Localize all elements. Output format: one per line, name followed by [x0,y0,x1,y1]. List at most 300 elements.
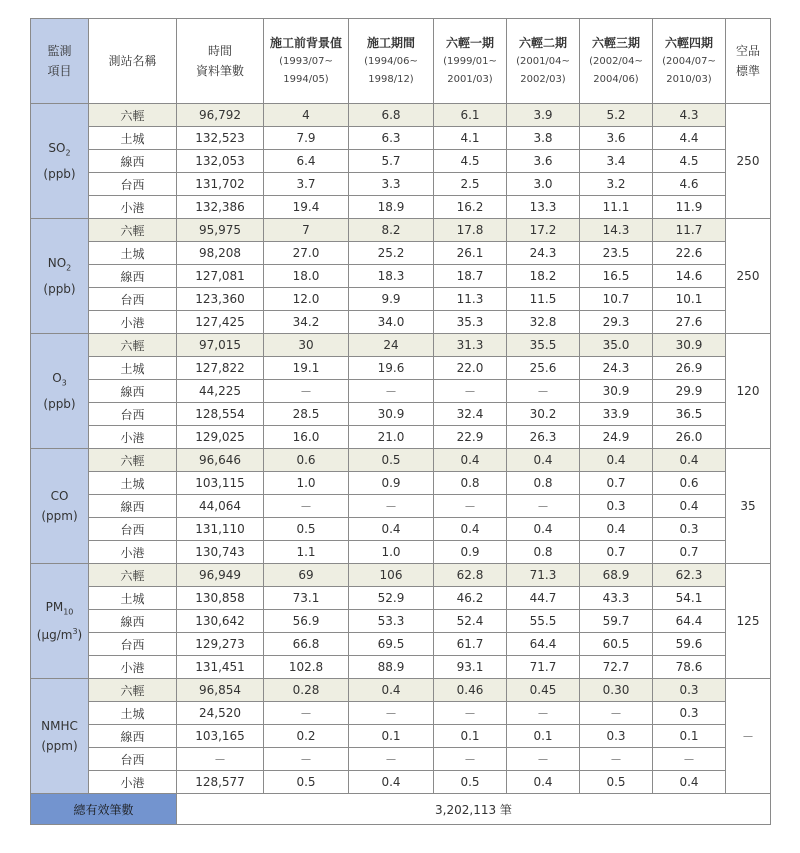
value-cell: 22.6 [653,242,726,265]
value-cell: 35.5 [507,334,580,357]
value-cell: 3.6 [507,150,580,173]
table-row [31,495,771,518]
value-cell: 34.0 [349,311,434,334]
value-cell: 54.1 [653,587,726,610]
standard-cell: 125 [726,564,771,679]
value-cell: 59.7 [580,610,653,633]
value-cell: 8.2 [349,219,434,242]
station-cell: 土城 [89,357,177,380]
value-cell: 78.6 [653,656,726,679]
item-unit [31,279,88,299]
value-cell: 29.9 [653,380,726,403]
records-cell: 123,360 [177,288,264,311]
item-unit [31,164,88,184]
period-range: (1993/07~ 1994/05) [279,56,333,85]
item-name-sub: 2 [65,148,71,158]
period-label: 六輕一期 [445,36,494,50]
value-cell: － [653,748,726,771]
value-cell: 35.3 [434,311,507,334]
value-cell: 62.3 [653,564,726,587]
value-cell: 0.5 [580,771,653,794]
value-cell: 5.7 [349,150,434,173]
value-cell: － [507,380,580,403]
records-cell: 96,854 [177,679,264,702]
value-cell: 18.7 [434,265,507,288]
value-cell: 0.3 [653,518,726,541]
value-cell: － [434,495,507,518]
table-row [31,104,771,127]
item-cell [31,564,89,679]
value-cell: 3.0 [507,173,580,196]
station-cell: 六輕 [89,219,177,242]
value-cell: 3.9 [507,104,580,127]
value-cell: 28.5 [264,403,349,426]
item-name-sub: 3 [61,378,67,388]
value-cell: 4.5 [653,150,726,173]
table-row [31,150,771,173]
value-cell: 0.3 [653,702,726,725]
value-cell: 4.6 [653,173,726,196]
item-unit-sup: 3 [72,627,78,637]
value-cell: 23.5 [580,242,653,265]
value-cell: 19.6 [349,357,434,380]
item-name [31,486,88,506]
table-row [31,173,771,196]
value-cell: 71.7 [507,656,580,679]
value-cell: 24.3 [580,357,653,380]
records-cell: 127,081 [177,265,264,288]
station-cell: 線西 [89,380,177,403]
value-cell: 0.4 [507,518,580,541]
period-range: (2002/04~ 2004/06) [589,56,643,85]
value-cell: 3.8 [507,127,580,150]
records-cell: 130,642 [177,610,264,633]
value-cell: － [264,380,349,403]
station-cell: 小港 [89,426,177,449]
value-cell: 0.45 [507,679,580,702]
value-cell: － [264,495,349,518]
value-cell: 24 [349,334,434,357]
value-cell: 21.0 [349,426,434,449]
item-name-main: CO [50,489,69,503]
value-cell: 0.4 [580,518,653,541]
records-cell: 44,064 [177,495,264,518]
value-cell: 0.7 [580,472,653,495]
table-row [31,265,771,288]
item-name-main: SO [48,141,66,156]
value-cell: 6.4 [264,150,349,173]
value-cell: 30.2 [507,403,580,426]
value-cell: 102.8 [264,656,349,679]
standard-cell: － [726,679,771,794]
header-item-label: 監測 項目 [47,44,72,78]
value-cell: 7 [264,219,349,242]
table-body [31,104,771,794]
value-cell: 0.3 [580,495,653,518]
value-cell: 0.30 [580,679,653,702]
value-cell: 19.4 [264,196,349,219]
item-unit-text: (ppm) [41,739,78,753]
station-cell: 土城 [89,242,177,265]
station-cell: 小港 [89,196,177,219]
records-cell: 129,025 [177,426,264,449]
value-cell: 0.4 [653,771,726,794]
item-cell [31,449,89,564]
value-cell: 34.2 [264,311,349,334]
station-cell: 六輕 [89,449,177,472]
station-cell: 小港 [89,311,177,334]
value-cell: 30.9 [580,380,653,403]
station-cell: 六輕 [89,564,177,587]
item-name-sub: 10 [63,607,74,617]
value-cell: 46.2 [434,587,507,610]
records-cell: 103,115 [177,472,264,495]
records-cell: 96,949 [177,564,264,587]
period-label: 施工期間 [366,36,415,50]
period-label: 六輕二期 [518,36,567,50]
value-cell: － [580,702,653,725]
value-cell: 35.0 [580,334,653,357]
value-cell: 0.1 [507,725,580,748]
station-cell: 線西 [89,610,177,633]
value-cell: 0.1 [653,725,726,748]
table-row [31,633,771,656]
value-cell: 53.3 [349,610,434,633]
item-cell [31,104,89,219]
item-cell [31,334,89,449]
value-cell: 19.1 [264,357,349,380]
value-cell: 26.0 [653,426,726,449]
value-cell: － [580,748,653,771]
table-row [31,587,771,610]
header-station [89,19,177,104]
value-cell: 1.0 [349,541,434,564]
item-name [31,716,88,736]
value-cell: － [434,380,507,403]
table-row [31,219,771,242]
value-cell: 36.5 [653,403,726,426]
value-cell: 3.4 [580,150,653,173]
value-cell: 25.6 [507,357,580,380]
value-cell: 10.7 [580,288,653,311]
station-cell: 線西 [89,265,177,288]
value-cell: 0.46 [434,679,507,702]
station-cell: 台西 [89,403,177,426]
value-cell: 24.9 [580,426,653,449]
records-cell: 131,702 [177,173,264,196]
item-name-main: PM [45,599,64,614]
value-cell: 17.2 [507,219,580,242]
value-cell: 30.9 [653,334,726,357]
records-cell: 129,273 [177,633,264,656]
station-cell: 小港 [89,541,177,564]
header-period-2 [434,19,507,104]
value-cell: － [264,748,349,771]
item-name-main: NMHC [41,719,78,733]
table-row [31,311,771,334]
value-cell: 24.3 [507,242,580,265]
station-cell: 六輕 [89,104,177,127]
station-cell: 土城 [89,127,177,150]
station-cell: 土城 [89,587,177,610]
value-cell: 3.7 [264,173,349,196]
standard-cell: 35 [726,449,771,564]
table-row [31,771,771,794]
table-row [31,403,771,426]
value-cell: 62.8 [434,564,507,587]
value-cell: 0.7 [653,541,726,564]
records-cell: 132,053 [177,150,264,173]
records-cell: 95,975 [177,219,264,242]
value-cell: 6.3 [349,127,434,150]
value-cell: 0.8 [434,472,507,495]
item-name [31,597,88,622]
value-cell: 60.5 [580,633,653,656]
station-cell: 台西 [89,288,177,311]
air-quality-table [30,18,771,825]
value-cell: 22.9 [434,426,507,449]
value-cell: 12.0 [264,288,349,311]
table-row [31,748,771,771]
item-unit-text: (ppm) [41,509,78,523]
header-item [31,19,89,104]
value-cell: 4 [264,104,349,127]
records-cell: 128,577 [177,771,264,794]
value-cell: － [434,748,507,771]
period-label: 六輕三期 [591,36,640,50]
station-cell: 線西 [89,495,177,518]
header-station-label: 測站名稱 [108,54,157,68]
value-cell: － [507,495,580,518]
header-period-0 [264,19,349,104]
value-cell: 0.4 [434,518,507,541]
header-period-3 [507,19,580,104]
header-period-1 [349,19,434,104]
table-row [31,426,771,449]
period-range: (1994/06~ 1998/12) [364,56,418,85]
table-row [31,357,771,380]
value-cell: 93.1 [434,656,507,679]
value-cell: 0.5 [264,518,349,541]
station-cell: 六輕 [89,334,177,357]
station-cell: 線西 [89,725,177,748]
item-name-sub: 2 [66,263,72,273]
value-cell: 69.5 [349,633,434,656]
value-cell: 26.1 [434,242,507,265]
value-cell: 9.9 [349,288,434,311]
total-label: 總有效筆數 [31,794,177,825]
table-row [31,610,771,633]
item-unit-text: (ppb) [43,281,76,296]
records-cell: 131,110 [177,518,264,541]
value-cell: 55.5 [507,610,580,633]
value-cell: － [507,748,580,771]
value-cell: 4.1 [434,127,507,150]
station-cell: 台西 [89,748,177,771]
table-row [31,449,771,472]
value-cell: 30.9 [349,403,434,426]
value-cell: 13.3 [507,196,580,219]
value-cell: 66.8 [264,633,349,656]
value-cell: 56.9 [264,610,349,633]
value-cell: 11.5 [507,288,580,311]
station-cell: 六輕 [89,679,177,702]
value-cell: 30 [264,334,349,357]
value-cell: 1.1 [264,541,349,564]
value-cell: 0.28 [264,679,349,702]
table-row [31,472,771,495]
value-cell: 22.0 [434,357,507,380]
value-cell: 10.1 [653,288,726,311]
table-row [31,127,771,150]
value-cell: 61.7 [434,633,507,656]
records-cell: 127,425 [177,311,264,334]
value-cell: 18.9 [349,196,434,219]
value-cell: 3.3 [349,173,434,196]
value-cell: 11.3 [434,288,507,311]
records-cell: 130,858 [177,587,264,610]
value-cell: 3.2 [580,173,653,196]
value-cell: 4.4 [653,127,726,150]
table-row [31,679,771,702]
value-cell: － [349,380,434,403]
item-name-main: NO [47,256,67,271]
value-cell: 0.9 [434,541,507,564]
value-cell: 0.4 [580,449,653,472]
item-name-main: O [52,371,62,386]
station-cell: 台西 [89,633,177,656]
value-cell: 0.4 [349,771,434,794]
standard-cell: 120 [726,334,771,449]
records-cell: 130,743 [177,541,264,564]
value-cell: 1.0 [264,472,349,495]
value-cell: 0.7 [580,541,653,564]
value-cell: 7.9 [264,127,349,150]
records-cell: 132,523 [177,127,264,150]
header-period-5 [653,19,726,104]
value-cell: 29.3 [580,311,653,334]
item-unit-text: (ppb) [43,166,76,181]
value-cell: 0.4 [349,679,434,702]
station-cell: 小港 [89,656,177,679]
item-unit-close: ) [77,628,83,643]
standard-cell: 250 [726,104,771,219]
value-cell: 27.6 [653,311,726,334]
station-cell: 小港 [89,771,177,794]
header-row [31,19,771,104]
value-cell: 0.4 [507,771,580,794]
value-cell: 0.3 [580,725,653,748]
item-unit [31,736,88,756]
value-cell: 73.1 [264,587,349,610]
records-cell: 96,646 [177,449,264,472]
period-range: (1999/01~ 2001/03) [443,56,497,85]
value-cell: 0.6 [264,449,349,472]
value-cell: 5.2 [580,104,653,127]
records-cell: 24,520 [177,702,264,725]
value-cell: 2.5 [434,173,507,196]
value-cell: 0.3 [653,679,726,702]
value-cell: 18.0 [264,265,349,288]
records-cell: 96,792 [177,104,264,127]
value-cell: 52.4 [434,610,507,633]
station-cell: 台西 [89,518,177,541]
item-name [31,253,88,278]
value-cell: 0.5 [434,771,507,794]
table-container [30,18,771,825]
header-standard-label: 空品 標準 [735,44,760,78]
value-cell: 4.5 [434,150,507,173]
table-row [31,725,771,748]
records-cell: 97,015 [177,334,264,357]
records-cell: － [177,748,264,771]
value-cell: 18.3 [349,265,434,288]
records-cell: 132,386 [177,196,264,219]
header-records [177,19,264,104]
records-cell: 127,822 [177,357,264,380]
table-row [31,656,771,679]
table-row [31,196,771,219]
value-cell: 0.8 [507,472,580,495]
value-cell: 18.2 [507,265,580,288]
station-cell: 土城 [89,472,177,495]
value-cell: 0.5 [349,449,434,472]
value-cell: 0.4 [653,449,726,472]
value-cell: 0.2 [264,725,349,748]
value-cell: 0.8 [507,541,580,564]
item-cell [31,219,89,334]
table-row [31,702,771,725]
table-row [31,518,771,541]
value-cell: 44.7 [507,587,580,610]
value-cell: 0.1 [434,725,507,748]
value-cell: 16.2 [434,196,507,219]
value-cell: － [434,702,507,725]
value-cell: 26.3 [507,426,580,449]
table-row [31,564,771,587]
value-cell: 6.1 [434,104,507,127]
value-cell: 0.4 [653,495,726,518]
value-cell: 0.4 [507,449,580,472]
value-cell: 11.1 [580,196,653,219]
item-unit [31,506,88,526]
item-unit-text: (μg/m [36,628,73,643]
records-cell: 44,225 [177,380,264,403]
value-cell: 64.4 [507,633,580,656]
table-row [31,380,771,403]
value-cell: 32.8 [507,311,580,334]
value-cell: 16.5 [580,265,653,288]
item-unit [31,622,88,645]
period-range: (2004/07~ 2010/03) [662,56,716,85]
value-cell: － [349,748,434,771]
value-cell: 43.3 [580,587,653,610]
station-cell: 台西 [89,173,177,196]
period-range: (2001/04~ 2002/03) [516,56,570,85]
value-cell: 0.6 [653,472,726,495]
value-cell: 26.9 [653,357,726,380]
value-cell: 32.4 [434,403,507,426]
table-row [31,541,771,564]
item-name [31,138,88,163]
value-cell: 6.8 [349,104,434,127]
records-cell: 103,165 [177,725,264,748]
item-cell [31,679,89,794]
value-cell: 0.4 [434,449,507,472]
value-cell: 0.4 [349,518,434,541]
value-cell: 0.9 [349,472,434,495]
value-cell: 68.9 [580,564,653,587]
